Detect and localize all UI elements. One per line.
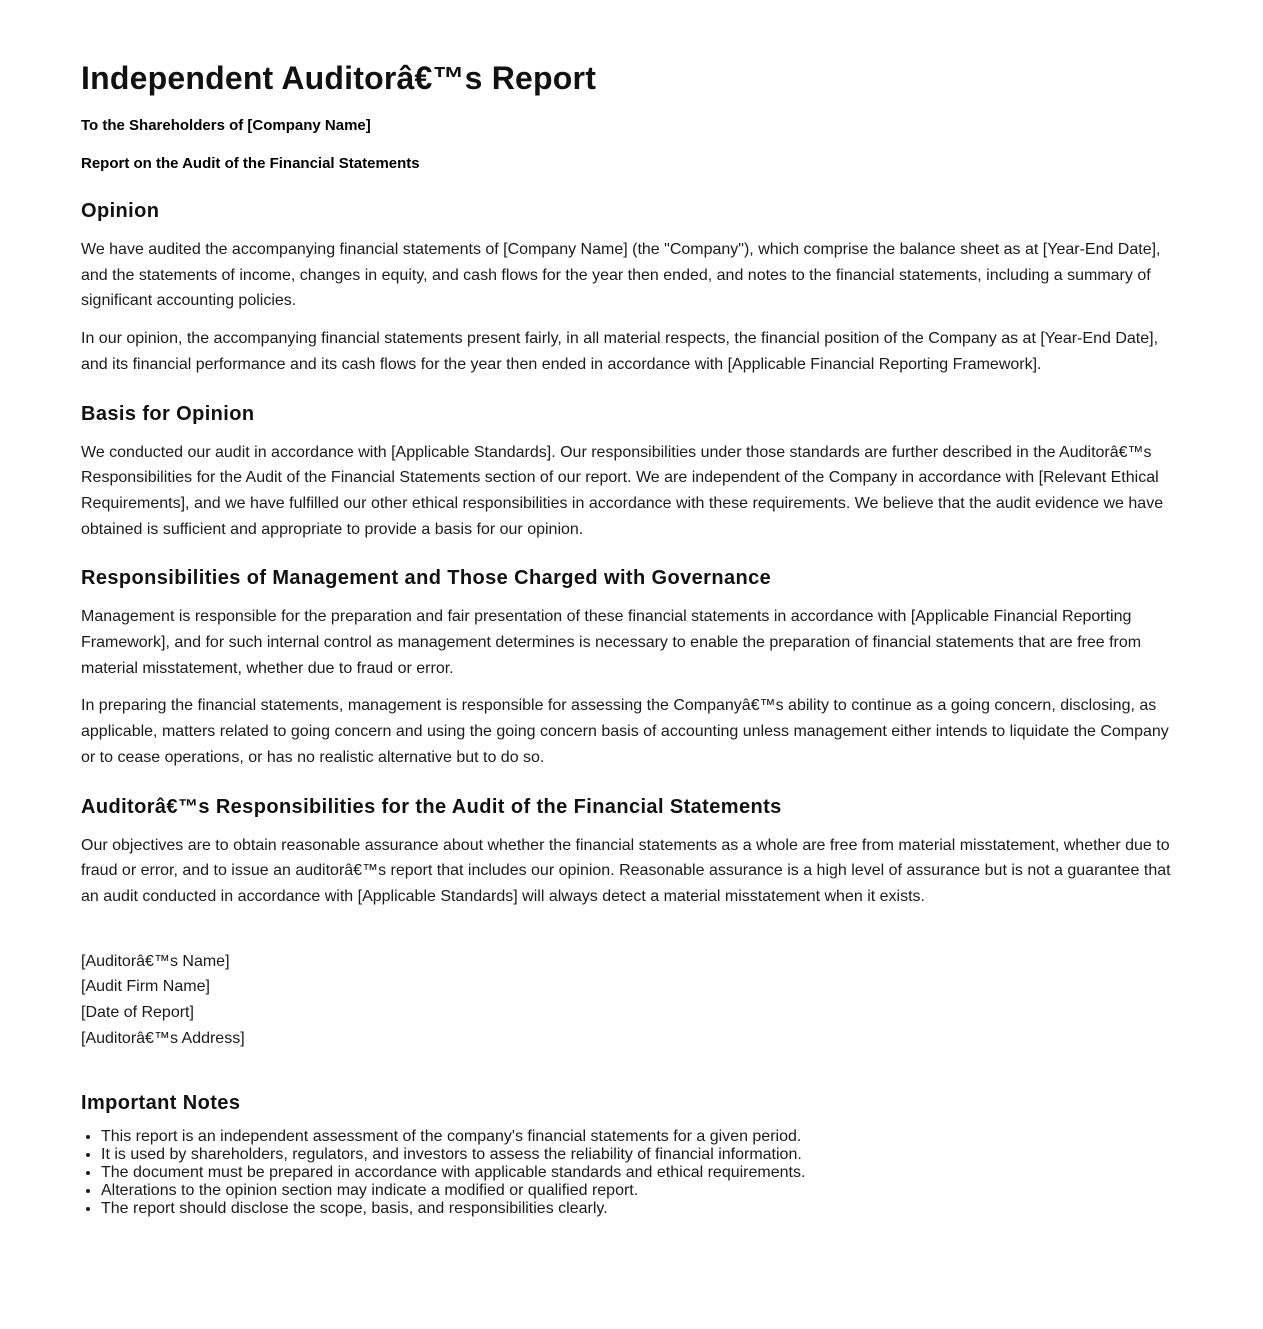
list-item: • Alterations to the opinion section may indicate a modified or qualified report. — [101, 1182, 1173, 1200]
addressee: To the Shareholders of [Company Name] — [81, 117, 371, 134]
auditor-address: [Auditorâ€™s Address] — [81, 1029, 245, 1047]
report-date: [Date of Report] — [81, 1004, 194, 1022]
auditor-heading: Auditorâ€™s Responsibilities for the Audit of the Financial Statements — [81, 795, 782, 818]
auditor-name: [Auditorâ€™s Name] — [81, 952, 230, 970]
report-heading: Report on the Audit of the Financial Statements — [81, 155, 420, 172]
list-item: • The report should disclose the scope, basis, and responsibilities clearly. — [101, 1200, 1173, 1218]
list-item: • This report is an independent assessment of the company's financial statements for a given period. — [101, 1128, 1173, 1146]
notes-section — [81, 1090, 1173, 1218]
page-title: Independent Auditorâ€™s Report — [81, 60, 597, 96]
firm-name: [Audit Firm Name] — [81, 978, 210, 996]
opinion-section — [81, 198, 1173, 378]
auditor-section — [81, 794, 1173, 910]
management-paragraph-1: Management is responsible for the preparation and fair presentation of these financial statements in accordance with [Applicable Financial Reporting Framework], and for such internal control as management determines is necessary to enable the preparation of financial statements that are free from material misstatement, whether due to fraud or error. — [81, 608, 1142, 677]
opinion-heading: Opinion — [81, 200, 160, 222]
notes-heading: Important Notes — [81, 1092, 241, 1115]
auditor-paragraph-1: Our objectives are to obtain reasonable assurance about whether the financial statements as a whole are free from material misstatement, whether due to fraud or error, and to issue an auditorâ€™s report that includes our opinion. Reasonable assurance is a high level of assurance but is not a guarantee that an audit conducted in accordance with [Applicable Standards] will always detect a material misstatement when it exists. — [81, 836, 1171, 905]
management-paragraph-2: In preparing the financial statements, management is responsible for assessing the Companyâ€™s ability to continue as a going concern, disclosing, as applicable, matters related to going concern and using the going concern basis of accounting unless management either intends to liquidate the Company or to cease operations, or has no realistic alternative but to do so. — [81, 697, 1169, 766]
basis-paragraph-1: We conducted our audit in accordance with [Applicable Standards]. Our responsibilities under those standards are further described in the Auditorâ€™s Responsibilities for the Audit of the Financial Statements section of our report. We are independent of the Company in accordance with [Relevant Ethical Requirements], and we have fulfilled our other ethical responsibilities in accordance with these requirements. We believe that the audit evidence we have obtained is sufficient and appropriate to provide a basis for our opinion. — [81, 443, 1164, 538]
list-item: • The document must be prepared in accordance with applicable standards and ethical requirements. — [101, 1164, 1173, 1182]
list-item: • It is used by shareholders, regulators, and investors to assess the reliability of financial information. — [101, 1146, 1173, 1164]
opinion-paragraph-1: We have audited the accompanying financial statements of [Company Name] (the "Company"), which comprise the balance sheet as at [Year-End Date], and the statements of income, changes in equity, and cash flows for the year then ended, and notes to the financial statements, including a summary of significant accounting policies. — [81, 241, 1161, 310]
management-section — [81, 565, 1173, 770]
signature-block — [81, 949, 1173, 1052]
basis-heading: Basis for Opinion — [81, 402, 255, 425]
management-heading: Responsibilities of Management and Those Charged with Governance — [81, 567, 772, 590]
basis-section — [81, 401, 1173, 543]
notes-list — [81, 1128, 1173, 1218]
opinion-paragraph-2: In our opinion, the accompanying financial statements present fairly, in all material respects, the financial position of the Company as at [Year-End Date], and its financial performance and its cash flows for the year then ended in accordance with [Applicable Financial Reporting Framework]. — [81, 330, 1159, 373]
